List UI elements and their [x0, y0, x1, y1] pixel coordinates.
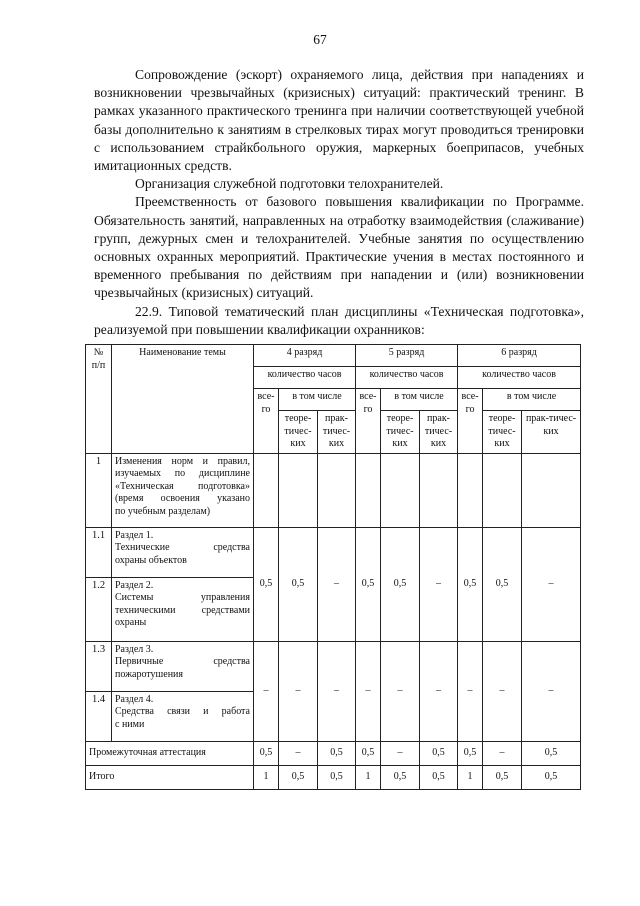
row-num: 1.4 [86, 691, 112, 741]
header-num: № п/п [86, 345, 112, 454]
header-practice-5: прак-тичес-ких [420, 411, 458, 454]
row-topic: Раздел 1. Технические средства охраны объектов [112, 527, 254, 577]
header-total-4: все-го [254, 389, 279, 454]
header-hours-5: количество часов [356, 367, 458, 389]
cell-value: 1 [458, 765, 483, 789]
header-including-4: в том числе [279, 389, 356, 411]
body-text [94, 66, 584, 339]
table-row [86, 641, 581, 691]
header-hours-6: количество часов [458, 367, 581, 389]
cell-value: 0,5 [522, 741, 581, 765]
cell-value: 0,5 [522, 765, 581, 789]
row-topic: Раздел 3. Первичные средства пожаротушения [112, 641, 254, 691]
header-grade5: 5 разряд [356, 345, 458, 367]
cell-value: 0,5 [254, 527, 279, 641]
cell-value: 0,5 [356, 741, 381, 765]
cell-value: 0,5 [381, 527, 420, 641]
table-row [86, 453, 581, 527]
cell-value: 0,5 [318, 765, 356, 789]
cell-value: 0,5 [483, 765, 522, 789]
cell-value: – [381, 741, 420, 765]
cell-value: – [458, 641, 483, 741]
cell-value: 0,5 [279, 527, 318, 641]
attestation-label: Промежуточная аттестация [86, 741, 254, 765]
row-num: 1.3 [86, 641, 112, 691]
cell-value: 0,5 [420, 741, 458, 765]
cell-value: – [381, 641, 420, 741]
row-topic: Изменения норм и правил, изучаемых по дисциплине «Техническая подготовка» (время освоения указано по учебным разделам) [112, 453, 254, 527]
header-hours-4: количество часов [254, 367, 356, 389]
cell-value: 0,5 [420, 765, 458, 789]
cell-value: 0,5 [254, 741, 279, 765]
thematic-plan-table [85, 344, 581, 790]
header-practice-4: прак-тичес-ких [318, 411, 356, 454]
row-topic: Раздел 4. Средства связи и работа с ними [112, 691, 254, 741]
total-label: Итого [86, 765, 254, 789]
table-row-attestation [86, 741, 581, 765]
cell-value: – [254, 641, 279, 741]
header-topic: Наименование темы [112, 345, 254, 454]
cell-value: 0,5 [381, 765, 420, 789]
header-practice-6: прак-тичес-ких [522, 411, 581, 454]
header-theory-5: теоре-тичес-ких [381, 411, 420, 454]
header-grade4: 4 разряд [254, 345, 356, 367]
cell-value: 0,5 [356, 527, 381, 641]
header-theory-6: теоре-тичес-ких [483, 411, 522, 454]
cell-value: – [318, 641, 356, 741]
page-number: 67 [313, 32, 327, 47]
cell-value: 1 [356, 765, 381, 789]
cell-value: – [522, 527, 581, 641]
cell-value: – [279, 641, 318, 741]
cell-value: – [483, 741, 522, 765]
paragraph-continuity: Преемственность от базового повышения квалификации по Программе. Обязательность занятий, направленных на отработку взаимодействия (слаживание) групп, дежурных смен и телохранителей. Учебные занятия по осуществлению основных охранных мероприятий. Практические учения в местах постоянного и временного пребывания по действиям при нападении и (или) возникновении чрезвычайных (кризисных) ситуаций. [94, 194, 584, 301]
row-num: 1.2 [86, 577, 112, 641]
paragraph-service-training: Организация служебной подготовки телохранителей. [135, 176, 444, 192]
cell-value: – [279, 741, 318, 765]
header-theory-4: теоре-тичес-ких [279, 411, 318, 454]
cell-value: – [420, 641, 458, 741]
cell-value: 0,5 [318, 741, 356, 765]
cell-value: – [318, 527, 356, 641]
cell-value: 0,5 [458, 741, 483, 765]
header-including-5: в том числе [381, 389, 458, 411]
paragraph-escort: Сопровождение (эскорт) охраняемого лица, действия при нападениях и возникновении чрезвычайных (кризисных) ситуаций: практический тренинг. В рамках указанного практического тренинга при наличии соответствующей учебной базы дополнительно к занятиям в стрелковых тирах могут проводиться тренировки с использованием страйкбольного оружия, маркерных боеприпасов, учебных имитационных средств. [94, 67, 584, 174]
cell-value: – [356, 641, 381, 741]
header-row-grades [86, 345, 581, 367]
header-total-6: все-го [458, 389, 483, 454]
row-num: 1 [86, 453, 112, 527]
header-including-6: в том числе [483, 389, 581, 411]
row-topic: Раздел 2. Системы управления техническими средствами охраны [112, 577, 254, 641]
header-grade6: 6 разряд [458, 345, 581, 367]
row-num: 1.1 [86, 527, 112, 577]
cell-value: 0,5 [279, 765, 318, 789]
table-row-total [86, 765, 581, 789]
cell-value: 0,5 [458, 527, 483, 641]
cell-value: – [420, 527, 458, 641]
paragraph-plan-intro: 22.9. Типовой тематический план дисциплины «Техническая подготовка», реализуемой при повышении квалификации охранников: [94, 303, 584, 337]
cell-value: – [522, 641, 581, 741]
cell-value: 0,5 [483, 527, 522, 641]
header-total-5: все-го [356, 389, 381, 454]
cell-value: 1 [254, 765, 279, 789]
thematic-plan-table-wrap [85, 344, 580, 790]
cell-value: – [483, 641, 522, 741]
table-row [86, 527, 581, 577]
